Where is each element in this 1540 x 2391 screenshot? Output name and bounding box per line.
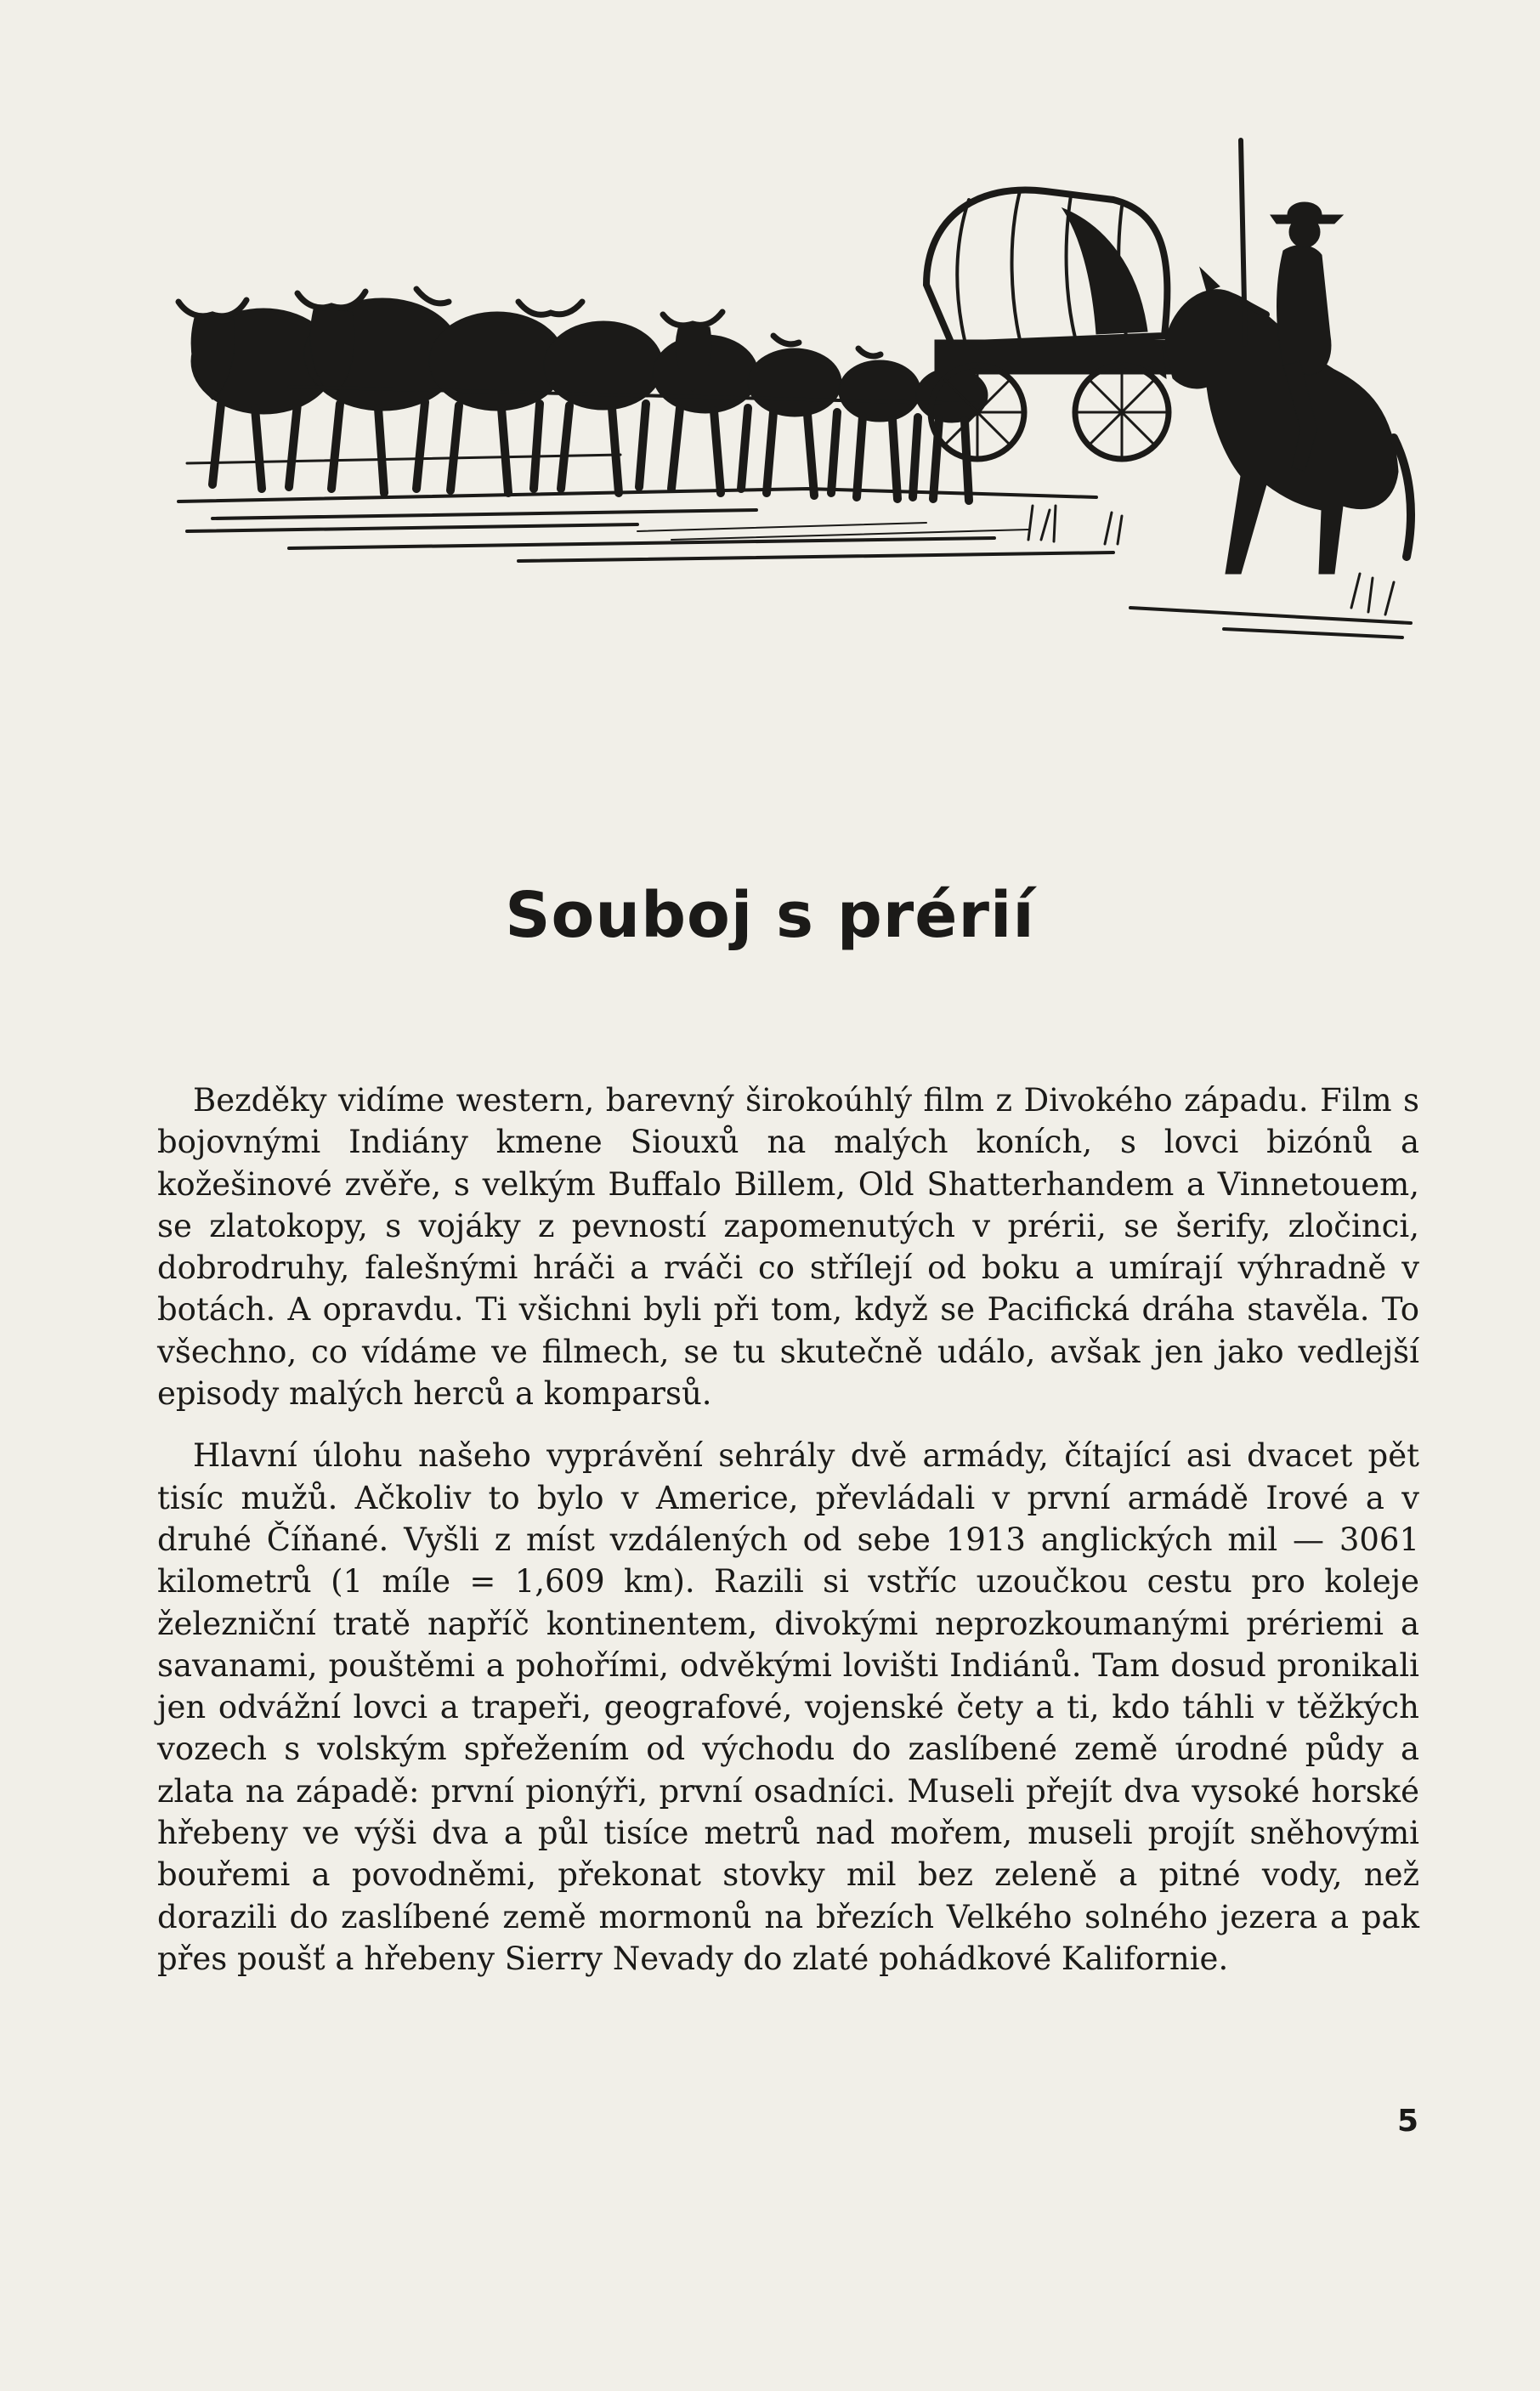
ox-wagon-train-illustration (161, 132, 1419, 650)
page-number: 5 (1396, 2104, 1418, 2139)
chapter-title: Souboj s prérií (505, 879, 1035, 952)
body-text (157, 1079, 1419, 1980)
paragraph-2: Hlavní úlohu našeho vyprávění sehrály dvě armády, čítající asi dvacet pět tisíc mužů. Ačkoliv to bylo v Americe, převládali v první armádě Irové a v druhé Číňané. Vyšli z míst vzdálených od sebe 1913 anglických mil — 3061 kilometrů (1 míle = 1,609 km). Razili si vstříc uzoučkou cestu pro koleje železniční tratě napříč kontinentem, divokými neprozkoumanými prériemi a savanami, pouštěmi a pohořími, odvěkými lovišti Indiánů. Tam dosud pronikali jen odvážní lovci a trapeři, geografové, vojenské čety a ti, kdo táhli v těžkých vozech s volským spřežením od východu do zaslíbené země úrodné půdy a zlata na západě: první pionýři, první osadníci. Museli přejít dva vysoké horské hřebeny ve výši dva a půl tisíce metrů nad mořem, museli projít sněhovými bouřemi a povodněmi, překonat stovky mil bez zeleně a pitné vody, než dorazili do zaslíbené země mormonů na březích Velkého solného jezera a pak přes poušť a hřebeny Sierry Nevady do zlaté pohádkové Kalifornie. (157, 1437, 1419, 1977)
paragraph-1: Bezděky vidíme western, barevný širokoúhlý film z Divokého západu. Film s bojovnými Indiány kmene Siouxů na malých koních, s lovci bizónů a kožešinové zvěře, s velkým Buffalo Billem, Old Shatterhandem a Vinnetouem, se zlatokopy, s vojáky z pevností zapomenutých v prérii, se šerify, zločinci, dobrodruhy, falešnými hráči a rváči co střílejí od boku a umírají výhradně v botách. A opravdu. Ti všichni byli při tom, když se Pacifická dráha stavěla. To všechno, co vídáme ve filmech, se tu skutečně událo, avšak jen jako vedlejší episody malých herců a komparsů. (157, 1082, 1419, 1413)
